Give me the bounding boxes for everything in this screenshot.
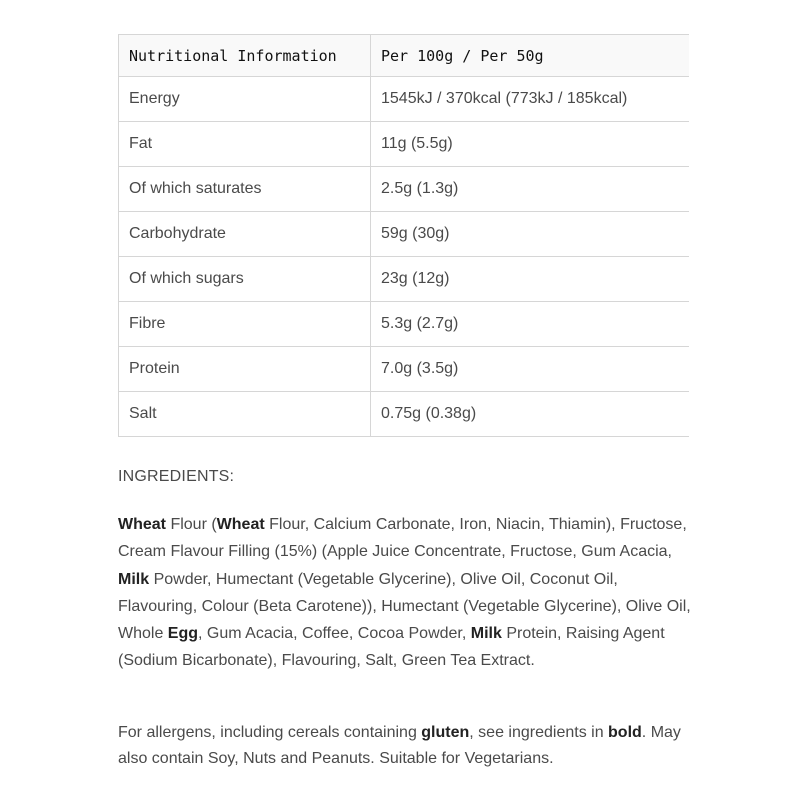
text-segment: For allergens, including cereals containing [118, 724, 422, 741]
bold-allergen-text: bold [608, 724, 642, 741]
nutrient-name: Of which sugars [119, 257, 371, 302]
nutrient-value: 59g (30g) [371, 212, 689, 257]
nutrient-value: 1545kJ / 370kcal (773kJ / 185kcal) [371, 77, 689, 122]
nutrient-value: 5.3g (2.7g) [371, 302, 689, 347]
bold-allergen-text: Milk [118, 570, 150, 588]
bold-allergen-text: gluten [421, 724, 470, 741]
table-row [119, 167, 689, 212]
table-row [119, 122, 689, 167]
nutrition-table [118, 34, 689, 437]
table-header-row [119, 35, 689, 77]
text-segment: Flour, Calcium Carbonate, Iron, Niacin, Thiamin), Fructose, Cream Flavour Filling (15%) (Apple Juice Concentrate, Fructose, Gum Acacia, [118, 516, 687, 561]
table-row [119, 77, 689, 122]
ingredients-heading: INGREDIENTS: [118, 468, 235, 485]
bold-allergen-text: Wheat [118, 516, 166, 533]
text-segment: . May also contain Soy, Nuts and Peanuts. Suitable for Vegetarians. [118, 724, 681, 767]
allergen-text [118, 720, 693, 772]
nutrient-value: 0.75g (0.38g) [371, 392, 689, 437]
nutrient-name: Salt [119, 392, 371, 437]
table-row [119, 392, 689, 437]
table-row [119, 212, 689, 257]
text-segment: , see ingredients in [469, 724, 609, 741]
nutrient-name: Fat [119, 122, 371, 167]
table-row [119, 347, 689, 392]
text-segment: Protein, Raising Agent (Sodium Bicarbonate), Flavouring, Salt, Green Tea Extract. [118, 625, 665, 670]
nutrient-value: 2.5g (1.3g) [371, 167, 689, 212]
table-row [119, 257, 689, 302]
nutrition-table-body [119, 77, 689, 437]
nutrient-name: Fibre [119, 302, 371, 347]
bold-allergen-text: Milk [470, 625, 502, 643]
nutrient-value: 11g (5.5g) [371, 122, 689, 167]
nutrient-name: Energy [119, 77, 371, 122]
nutrient-value: 7.0g (3.5g) [371, 347, 689, 392]
nutrient-name: Protein [119, 347, 371, 392]
bold-allergen-text: Egg [167, 625, 199, 643]
nutrient-name: Of which saturates [119, 167, 371, 212]
header-per-100g-per-50g: Per 100g / Per 50g [371, 35, 689, 77]
text-segment: Powder, Humectant (Vegetable Glycerine), Olive Oil, Coconut Oil, Flavouring, Colour (Beta Carotene)), Humectant (Vegetable Glycerine), Olive Oil, Whole [118, 570, 691, 643]
bold-allergen-text: Wheat [216, 516, 265, 533]
text-segment: , Gum Acacia, Coffee, Cocoa Powder, [198, 625, 471, 643]
nutrient-value: 23g (12g) [371, 257, 689, 302]
nutrient-name: Carbohydrate [119, 212, 371, 257]
header-nutritional-information: Nutritional Information [119, 35, 371, 77]
ingredients-text [118, 511, 693, 675]
table-row [119, 302, 689, 347]
text-segment: Flour ( [166, 516, 217, 533]
